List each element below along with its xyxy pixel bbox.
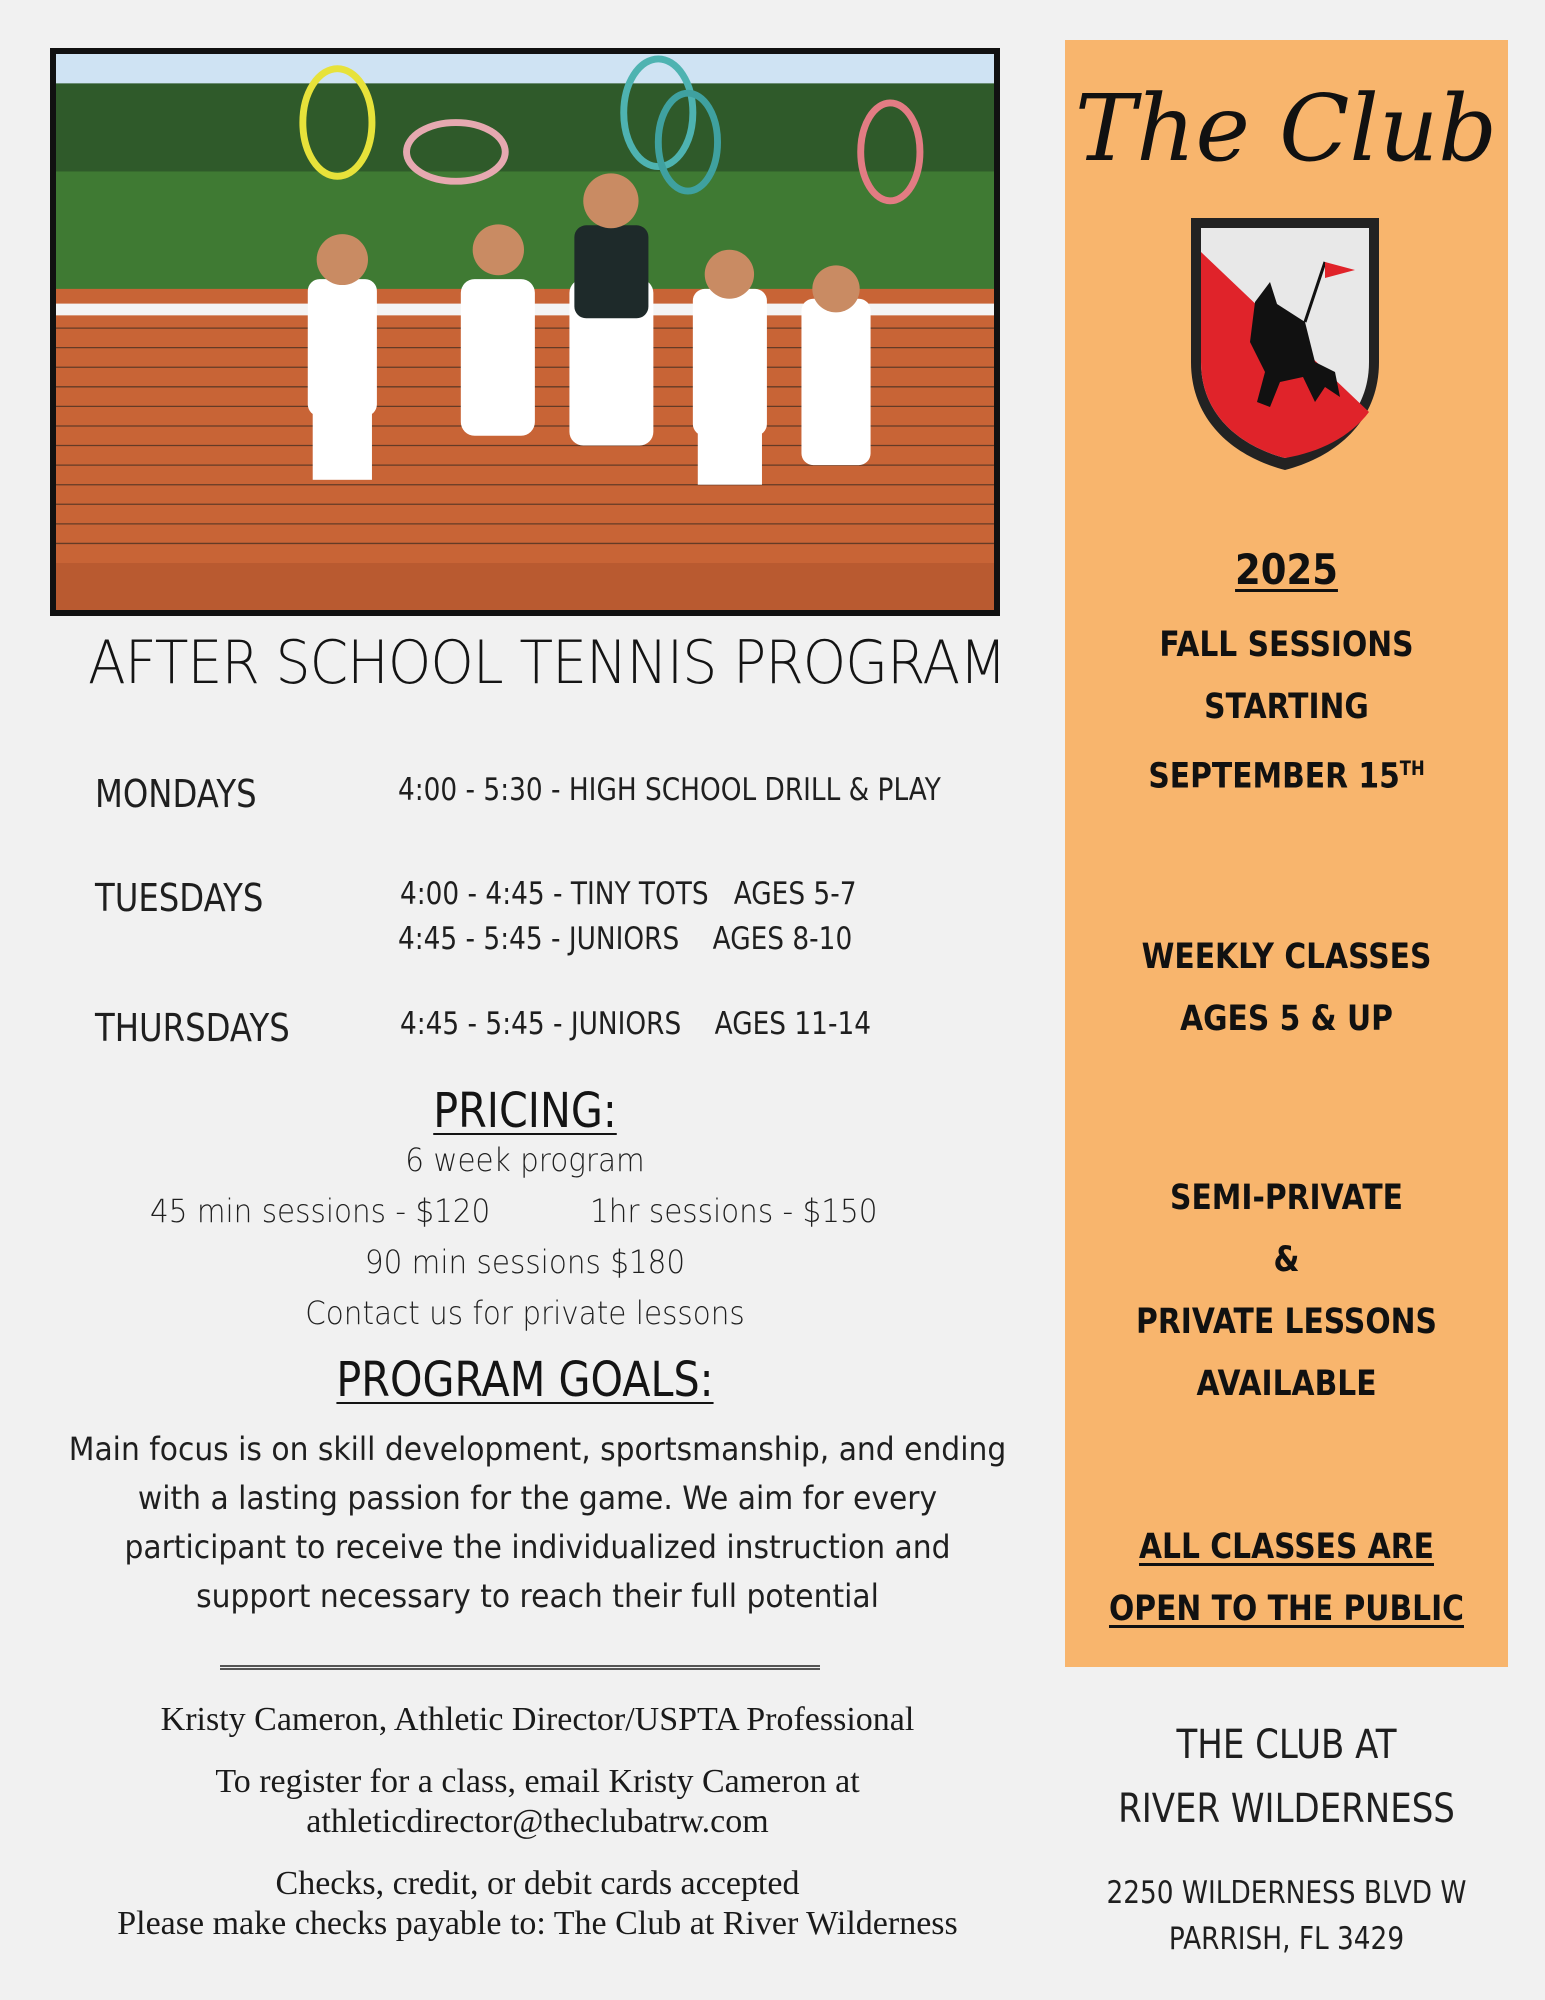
kids-tennis-photo [50,48,1000,616]
director-line: Kristy Cameron, Athletic Director/USPTA Professional [160,1701,915,1738]
schedule-session: 4:00 - 4:45 - TINY TOTS AGES 5-7 [400,876,857,912]
pricing-section [50,1083,1000,1139]
club-address: 2250 WILDERNESS BLVD W PARRISH, FL 3429 [1106,1875,1467,1957]
sidebar-starting: STARTING [1204,687,1369,727]
schedule-session: 4:45 - 5:45 - JUNIORS AGES 8-10 [398,921,853,957]
payable-line: Please make checks payable to: The Club at River Wilderness [117,1905,958,1942]
program-title: AFTER SCHOOL TENNIS PROGRAM [88,628,1006,698]
sidebar-ages: AGES 5 & UP [1180,999,1393,1039]
goals-heading: PROGRAM GOALS: [336,1352,714,1408]
sidebar-private-lessons: PRIVATE LESSONS [1136,1302,1437,1342]
sidebar-year: 2025 [1235,545,1338,594]
sidebar-ampersand: & [1273,1240,1300,1280]
pricing-90min: 90 min sessions $180 [364,1243,686,1281]
sidebar-start-date: SEPTEMBER 15TH [1148,756,1425,797]
goals-section [50,1352,1000,1408]
schedule-session: 4:45 - 5:45 - JUNIORS AGES 11-14 [400,1006,871,1042]
club-name: THE CLUB AT RIVER WILDERNESS [1118,1722,1455,1832]
club-logo [1065,55,1508,190]
schedule-day-monday: MONDAYS [95,772,257,816]
divider [220,1665,820,1670]
pricing-line: 6 week program [405,1141,645,1179]
pricing-1hr: 1hr sessions - $150 [590,1192,878,1230]
sidebar-open-public: OPEN TO THE PUBLIC [1109,1589,1464,1629]
pricing-45min: 45 min sessions - $120 [150,1192,491,1230]
register-line: To register for a class, email Kristy Cameron at [215,1763,860,1800]
wolf-shield-icon [1185,212,1385,474]
club-logo-text: The Club [1074,75,1498,182]
email-link[interactable]: athleticdirector@theclubatrw.com [306,1803,769,1840]
schedule-day-tuesday: TUESDAYS [95,876,264,920]
schedule-session: 4:00 - 5:30 - HIGH SCHOOL DRILL & PLAY [398,772,941,808]
sidebar-semi-private: SEMI-PRIVATE [1170,1178,1403,1218]
sidebar-fall-sessions: FALL SESSIONS [1159,625,1414,665]
pricing-private: Contact us for private lessons [305,1294,745,1332]
sidebar-available: AVAILABLE [1196,1364,1377,1404]
pricing-heading: PRICING: [433,1083,617,1139]
payment-line: Checks, credit, or debit cards accepted [275,1865,800,1902]
sidebar-weekly-classes: WEEKLY CLASSES [1141,937,1432,977]
schedule-day-thursday: THURSDAYS [95,1006,290,1050]
goals-text: Main focus is on skill development, sportsmanship, and ending with a lasting passion for the game. We aim for every participant to receive the individualized instruction and support necessary to reach their full potential [68,1430,1007,1615]
sidebar-all-classes: ALL CLASSES ARE [1138,1527,1434,1567]
